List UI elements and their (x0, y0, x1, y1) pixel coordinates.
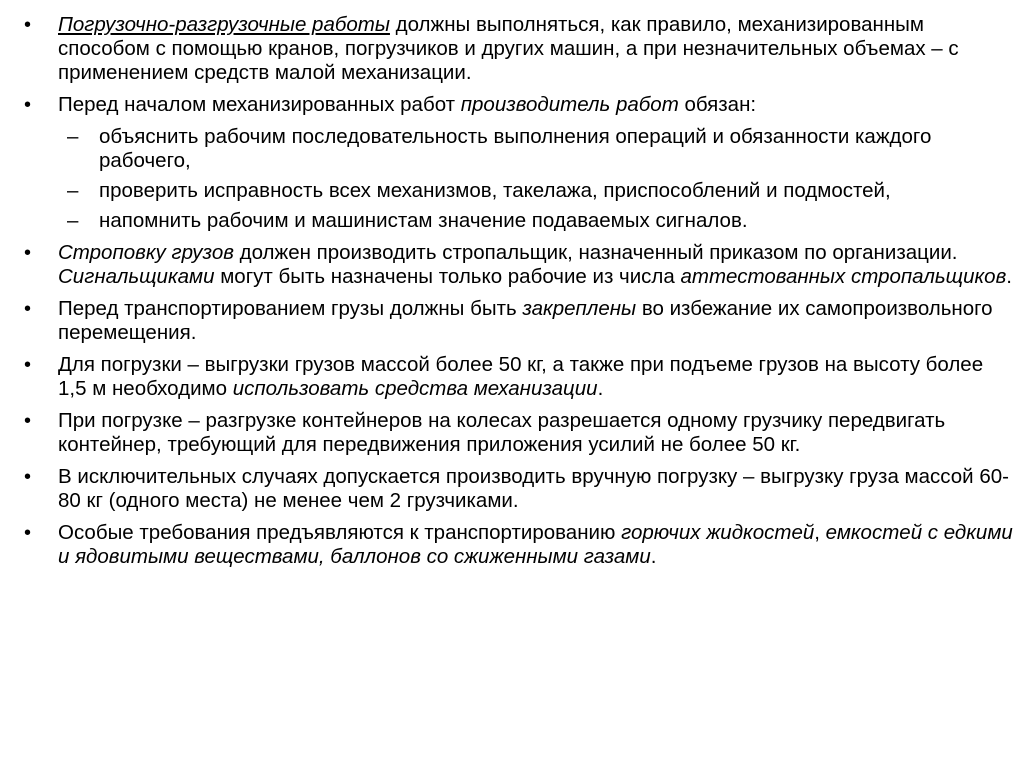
bullet-list (24, 13, 1014, 577)
text-run: могут быть назначены только рабочие из числа (214, 265, 681, 288)
sub-item-text: объяснить рабочим последовательность выполнения операций и обязанности каждого рабочего, (99, 125, 932, 172)
bullet-icon: • (24, 410, 32, 432)
text-run: . (597, 377, 604, 400)
sub-item-text: проверить исправность всех механизмов, такелажа, приспособлений и подмостей, (99, 179, 891, 202)
sub-item-text: напомнить рабочим и машинистам значение подаваемых сигналов. (99, 209, 748, 232)
item-text (58, 353, 983, 400)
text-run: Перед транспортированием грузы должны быть (58, 297, 523, 320)
sub-list (58, 125, 1014, 233)
emphasis-text: Сигнальщиками (58, 265, 215, 288)
emphasis-text: емкостей с едкими и ядовитыми веществами, баллонов со сжиженными газами (58, 521, 1013, 568)
bullet-icon: • (24, 94, 32, 116)
text-run: , (814, 521, 826, 544)
sub-list-item (58, 125, 1014, 173)
emphasis-text: закреплены (522, 297, 637, 320)
text-run: во избежание их самопроизвольного перемещения. (58, 297, 993, 344)
item-text (58, 465, 1009, 512)
bullet-icon: • (24, 354, 32, 376)
list-item (24, 297, 1014, 345)
bullet-icon: • (24, 242, 32, 264)
text-run: обязан: (678, 93, 757, 116)
text-run: . (1006, 265, 1012, 288)
bullet-icon: • (24, 466, 32, 488)
text-run: В исключительных случаях допускается производить вручную погрузку – выгрузку груза массой 60-80 кг (одного места) не менее чем 2 грузчиками. (58, 465, 1009, 512)
text-run: . (650, 545, 657, 568)
list-item (24, 241, 1014, 289)
list-item (24, 465, 1014, 513)
text-run: Особые требования предъявляются к транспортированию (58, 521, 622, 544)
item-text (58, 241, 1012, 288)
list-item (24, 13, 1014, 85)
list-item (24, 353, 1014, 401)
emphasis-text: Погрузочно-разгрузочные работы (58, 13, 390, 36)
bullet-icon: • (24, 14, 32, 36)
emphasis-text: использовать средства механизации (232, 377, 598, 400)
emphasis-text: Строповку грузов (58, 241, 234, 264)
item-text (58, 297, 993, 344)
bullet-icon: • (24, 522, 32, 544)
item-text (58, 93, 756, 116)
list-item (24, 409, 1014, 457)
dash-icon: – (67, 209, 79, 232)
item-text (58, 521, 1013, 568)
emphasis-text: аттестованных стропальщиков (680, 265, 1007, 288)
item-text (58, 13, 959, 84)
item-text (58, 409, 945, 456)
sub-list-item (58, 179, 1014, 203)
list-item (24, 521, 1014, 569)
text-run: При погрузке – разгрузке контейнеров на колесах разрешается одному грузчику передвигать контейнер, требующий для передвижения приложения усилий не более 50 кг. (58, 409, 946, 456)
bullet-icon: • (24, 298, 32, 320)
text-run: Перед началом механизированных работ (58, 93, 461, 116)
text-run: Для погрузки – выгрузки грузов массой более 50 кг, а также при подъеме грузов на высоту более 1,5 м необходимо (58, 353, 984, 400)
sub-list-item (58, 209, 1014, 233)
list-item (24, 93, 1014, 233)
emphasis-text: горючих жидкостей (621, 521, 815, 544)
text-run: должен производить стропальщик, назначенный приказом по организации. (233, 241, 958, 264)
emphasis-text: производитель работ (460, 93, 679, 116)
text-run: должны выполняться, как правило, механизированным способом с помощью кранов, погрузчиков и других машин, а при незначительных объемах – с применением средств малой механизации. (58, 13, 959, 84)
dash-icon: – (67, 125, 79, 148)
dash-icon: – (67, 179, 79, 202)
